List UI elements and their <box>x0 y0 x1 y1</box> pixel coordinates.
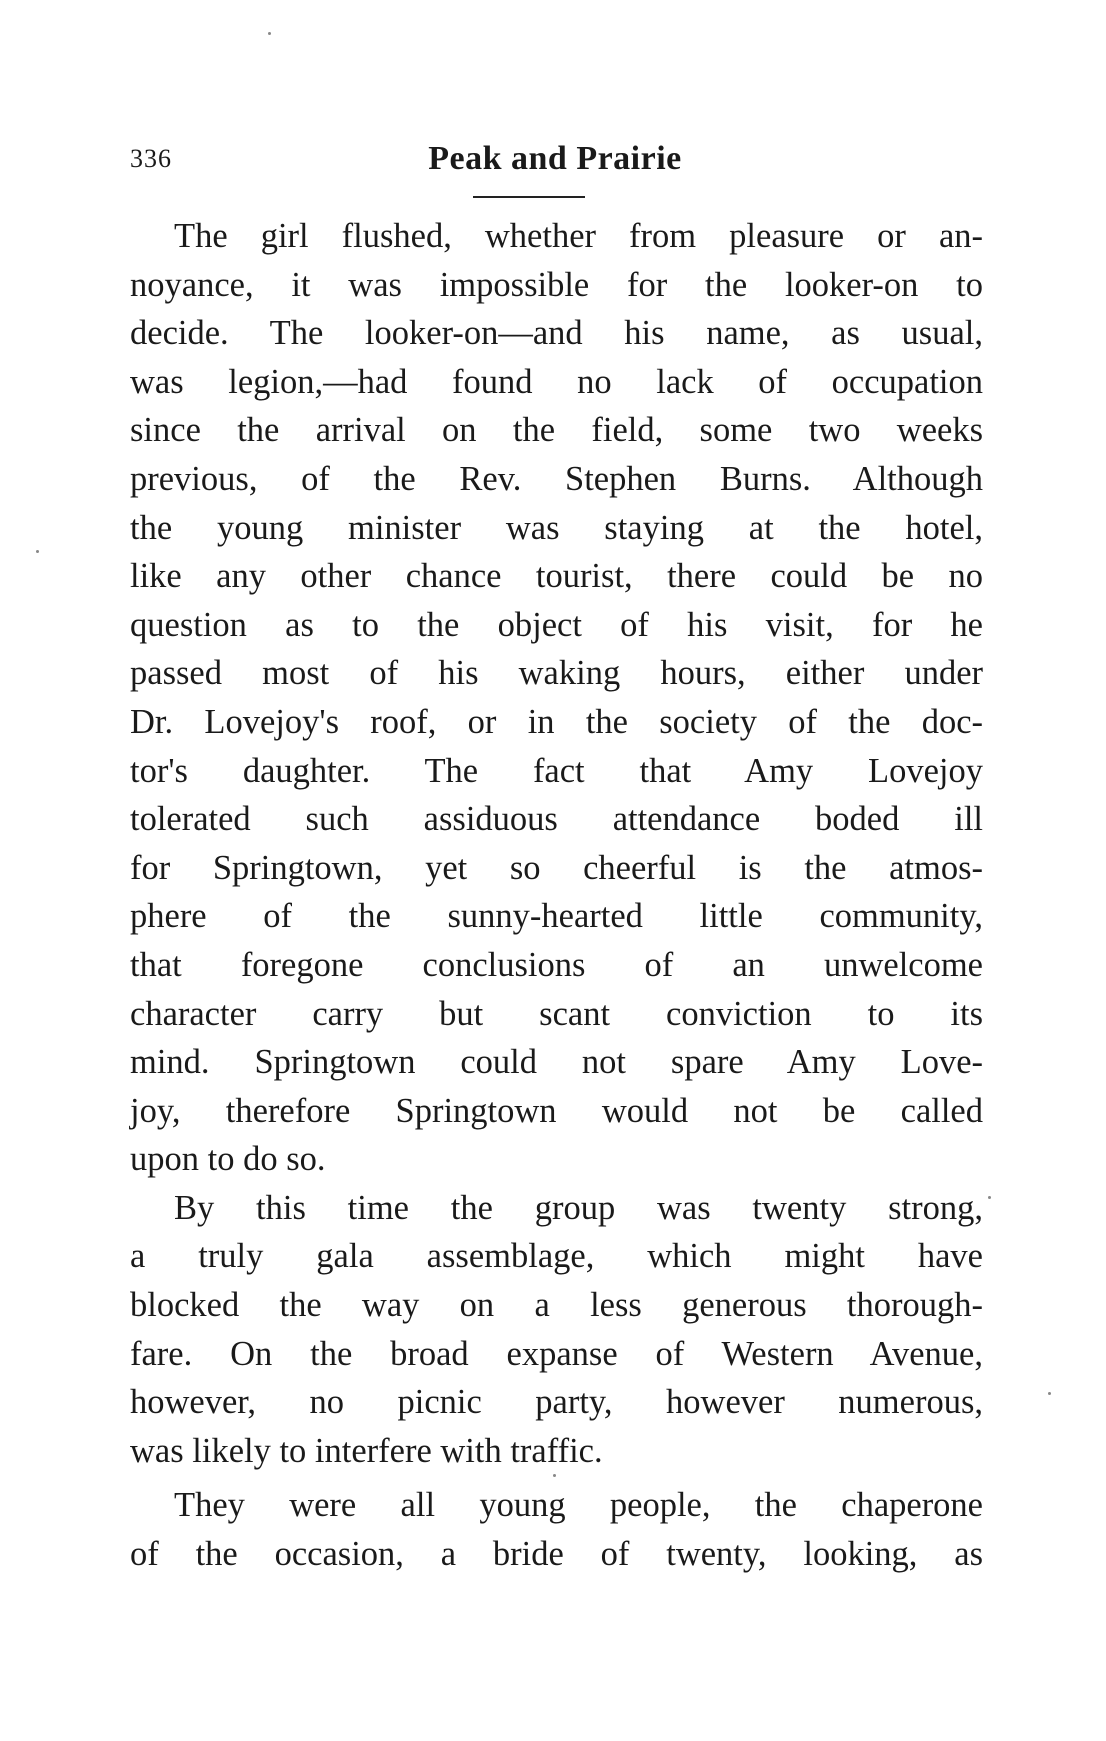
text-line: tolerated such assiduous attendance boded ill <box>130 800 983 839</box>
running-title: Peak and Prairie <box>428 140 682 177</box>
paragraph <box>130 1481 983 1578</box>
text-line: a truly gala assemblage, which might have <box>130 1237 983 1276</box>
paper-speck <box>36 550 39 553</box>
paper-speck <box>1048 1392 1051 1395</box>
text-line: phere of the sunny-hearted little community, <box>130 897 983 936</box>
text-line: fare. On the broad expanse of Western Avenue, <box>130 1334 983 1373</box>
paragraph <box>130 1184 983 1476</box>
text-line: joy, therefore Springtown would not be called <box>130 1091 983 1130</box>
text-line: however, no picnic party, however numerous, <box>130 1383 983 1422</box>
text-line: question as to the object of his visit, for he <box>130 605 983 644</box>
text-line: for Springtown, yet so cheerful is the atmos- <box>130 848 983 887</box>
text-line: since the arrival on the field, some two weeks <box>130 411 983 450</box>
paper-speck <box>553 1474 556 1477</box>
text-line: noyance, it was impossible for the looker-on to <box>130 265 983 304</box>
text-line: was likely to interfere with traffic. <box>130 1431 603 1470</box>
text-line: decide. The looker-on—and his name, as usual, <box>130 314 983 353</box>
text-line: They were all young people, the chaperone <box>174 1486 983 1525</box>
text-line: tor's daughter. The fact that Amy Lovejoy <box>130 751 983 790</box>
text-line: previous, of the Rev. Stephen Burns. Although <box>130 459 983 498</box>
paragraph <box>130 212 983 1184</box>
running-head <box>130 140 980 184</box>
paper-speck <box>268 32 271 35</box>
text-line: The girl flushed, whether from pleasure or an- <box>174 217 983 255</box>
header-rule <box>473 196 585 198</box>
paper-speck <box>988 1196 991 1199</box>
text-line: the young minister was staying at the hotel, <box>130 508 983 547</box>
text-line: of the occasion, a bride of twenty, looking, as <box>130 1535 983 1574</box>
text-line: passed most of his waking hours, either under <box>130 654 983 693</box>
text-line: upon to do so. <box>130 1140 326 1179</box>
page-number: 336 <box>130 144 172 173</box>
text-line: like any other chance tourist, there could be no <box>130 557 983 596</box>
text-line: was legion,—had found no lack of occupation <box>130 362 983 401</box>
text-line: that foregone conclusions of an unwelcome <box>130 945 983 984</box>
text-line: Dr. Lovejoy's roof, or in the society of the doc- <box>130 702 983 741</box>
text-line: mind. Springtown could not spare Amy Love- <box>130 1043 983 1082</box>
text-line: By this time the group was twenty strong, <box>174 1188 983 1227</box>
body-text <box>130 212 983 1579</box>
text-line: blocked the way on a less generous thorough- <box>130 1286 983 1325</box>
text-line: character carry but scant conviction to its <box>130 994 983 1033</box>
